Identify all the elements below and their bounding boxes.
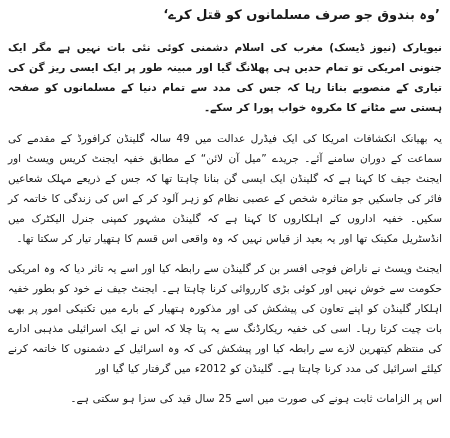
article [8,6,442,434]
article-paragraph-1: نیویارک (نیوز ڈیسک) مغرب کی اسلام دشمنی کوئی نئی بات نہیں ہے مگر ایک جنونی امریکی تو تمام حدیں ہی پھلانگ گیا اور مبینہ طور پر ایک ایسی ریز گن کی تیاری کے منصوبے بناتا رہا کہ جس کی مدد سے تمام دنیا کے مسلمانوں کو صفحہ ہستی سے مٹانے کا مکروہ خواب پورا کر سکے۔ [8,42,442,114]
article-paragraph-2: یہ بھیانک انکشافات امریکا کی ایک فیڈرل عدالت میں 49 سالہ گلینڈن کرافورڈ کے مقدمے کی سماعت کے دوران سامنے آئے۔ جریدے ”میل آن لائن“ کے مطابق خفیہ ایجنٹ کریس ویسٹ اور ایجنٹ جیف کا کہنا ہے کہ گلینڈن ایک ایسی گن بنانا چاہتا تھا کہ جس کے ذریعے مہلک شعاعیں فائر کی جاسکیں جو متاثرہ شخص کے عصبی نظام کو زہر آلود کر کے اس کی زندگی کا خاتمہ کر سکیں۔ خفیہ اداروں کے اہلکاروں کا کہنا ہے کہ گلینڈن مشہور کمپنی جنرل الیکٹرک میں انڈسٹریل مکینک تھا اور یہ بعید از قیاس نہیں کہ وہ واقعی اس قسم کا ہتھیار تیار کر سکتا تھا۔ [8,133,442,245]
article-headline: ’وہ بندوق جو صرف مسلمانوں کو قتل کرے‘ [163,8,440,23]
article-paragraph-3: ایجنٹ ویسٹ نے ناراض فوجی افسر بن کر گلینڈن سے رابطہ کیا اور اسے یہ تاثر دیا کہ وہ امریکی حکومت سے خوش نہیں اور کوئی بڑی کارروائی کرنا چاہتا ہے۔ ایجنٹ جیف نے خود کو بطور خفیہ اہلکار گلینڈن کو اپنے تعاون کی پیشکش کی اور مذکورہ ہتھیار کے بارے میں تکنیکی امور پر بھی بات چیت کرتا رہا۔ اسی کی خفیہ ریکارڈنگ سے یہ پتا چلا کہ اس نے ایک اسرائیلی مذہبی ادارے کی منتظم کیتھرین لازے سے رابطہ کیا اور پیشکش کی کہ وہ اسرائیل کے دشمنوں کا خاتمہ کرنے کیلئے اسرائیل کی مدد کرنا چاہتا ہے۔ گلینڈن کو 2012ء میں گرفتار کیا گیا اور [8,263,442,375]
article-paragraph-4: اس پر الزامات ثابت ہونے کی صورت میں اسے 25 سال قید کی سزا ہو سکتی ہے۔ [70,393,442,405]
